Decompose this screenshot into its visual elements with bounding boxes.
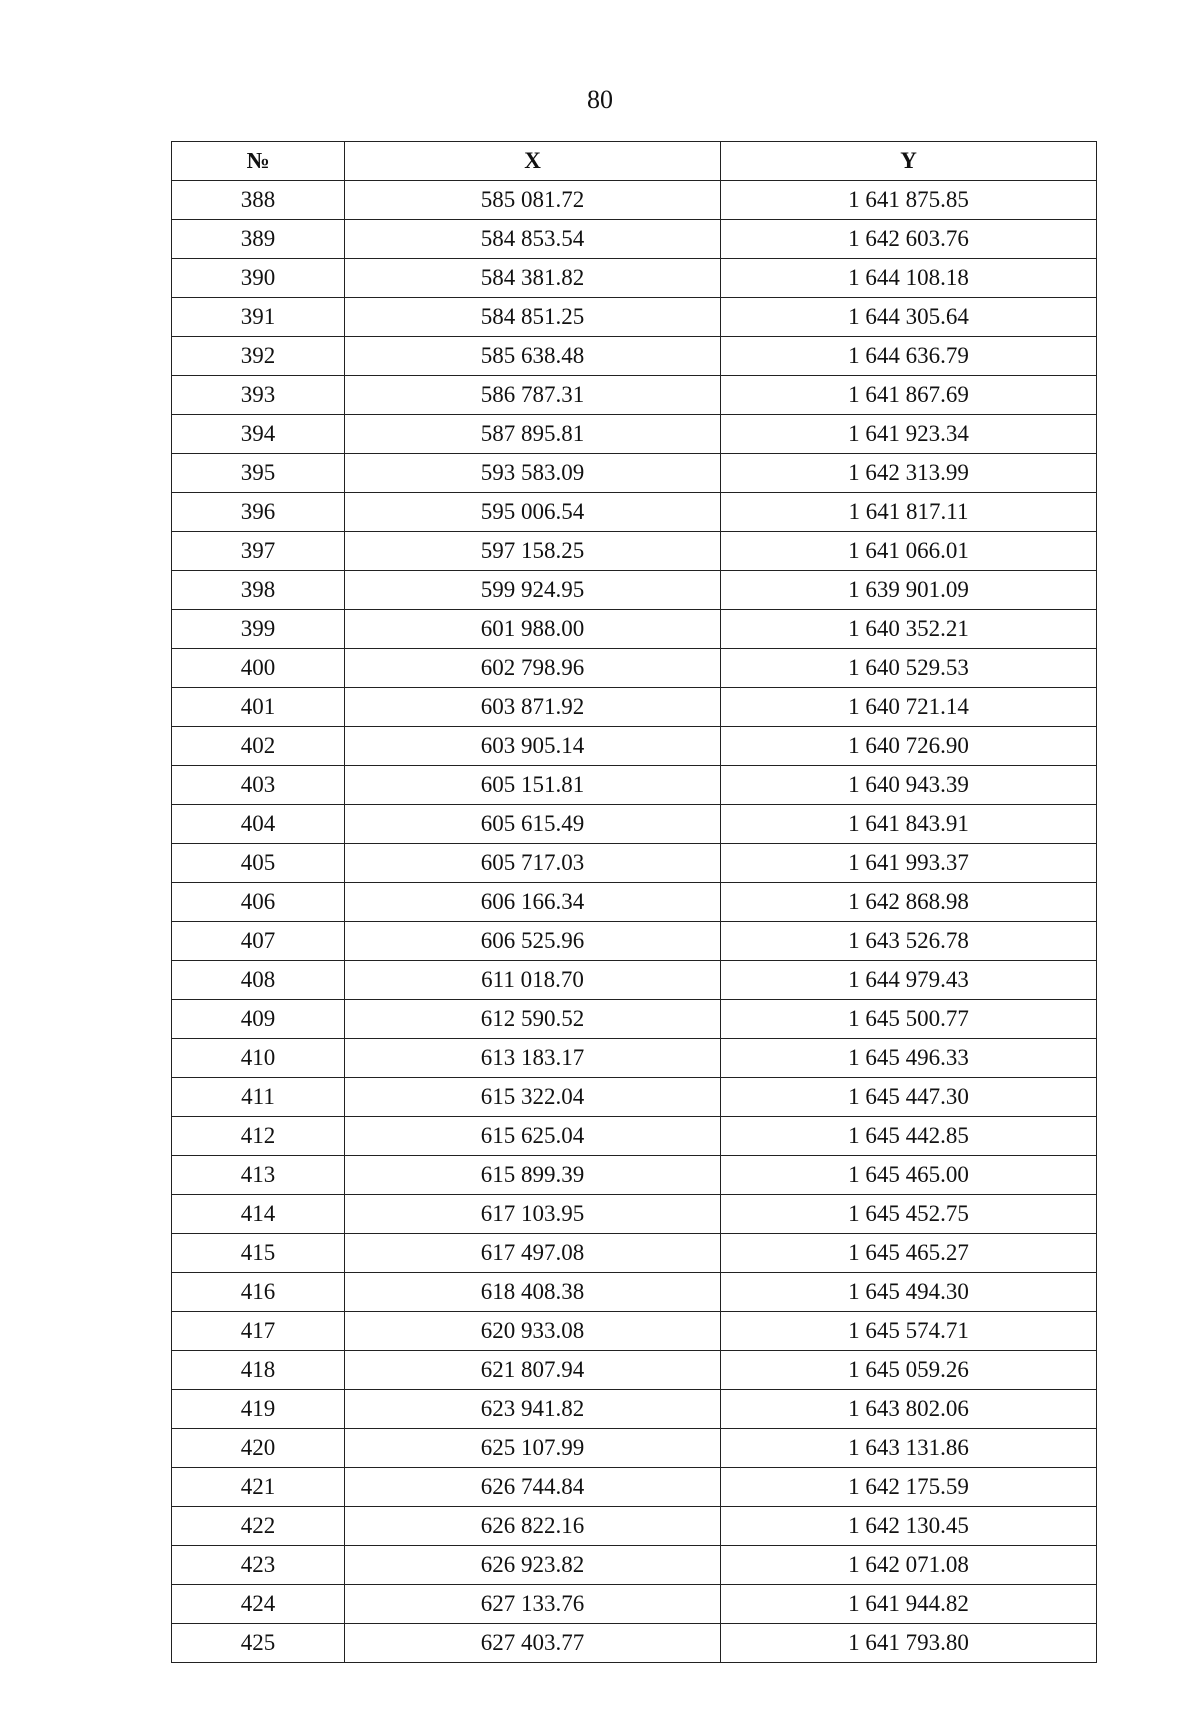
point-number-cell: 396 (172, 493, 345, 532)
x-coordinate-cell: 605 151.81 (345, 766, 721, 805)
point-number-cell: 410 (172, 1039, 345, 1078)
table-row (172, 1312, 1097, 1351)
x-coordinate-cell: 625 107.99 (345, 1429, 721, 1468)
table-row (172, 493, 1097, 532)
table-header-row (172, 142, 1097, 181)
table-row (172, 1156, 1097, 1195)
table-row (172, 571, 1097, 610)
x-coordinate-cell: 597 158.25 (345, 532, 721, 571)
table-row (172, 1078, 1097, 1117)
x-coordinate-cell: 587 895.81 (345, 415, 721, 454)
table-row (172, 220, 1097, 259)
page-number: 80 (587, 85, 613, 114)
point-number-cell: 392 (172, 337, 345, 376)
y-coordinate-cell: 1 642 130.45 (721, 1507, 1097, 1546)
x-coordinate-cell: 615 625.04 (345, 1117, 721, 1156)
point-number-cell: 407 (172, 922, 345, 961)
point-number-cell: 402 (172, 727, 345, 766)
point-number-cell: 408 (172, 961, 345, 1000)
column-header-y: Y (721, 142, 1097, 181)
x-coordinate-cell: 618 408.38 (345, 1273, 721, 1312)
x-coordinate-cell: 623 941.82 (345, 1390, 721, 1429)
table-row (172, 883, 1097, 922)
point-number-cell: 393 (172, 376, 345, 415)
y-coordinate-cell: 1 642 175.59 (721, 1468, 1097, 1507)
y-coordinate-cell: 1 643 526.78 (721, 922, 1097, 961)
x-coordinate-cell: 605 717.03 (345, 844, 721, 883)
point-number-cell: 400 (172, 649, 345, 688)
y-coordinate-cell: 1 645 452.75 (721, 1195, 1097, 1234)
point-number-cell: 397 (172, 532, 345, 571)
table-row (172, 688, 1097, 727)
y-coordinate-cell: 1 639 901.09 (721, 571, 1097, 610)
point-number-cell: 416 (172, 1273, 345, 1312)
x-coordinate-cell: 627 133.76 (345, 1585, 721, 1624)
x-coordinate-cell: 603 905.14 (345, 727, 721, 766)
table-row (172, 805, 1097, 844)
y-coordinate-cell: 1 640 529.53 (721, 649, 1097, 688)
y-coordinate-cell: 1 644 636.79 (721, 337, 1097, 376)
table-row (172, 727, 1097, 766)
table-row (172, 1468, 1097, 1507)
point-number-cell: 419 (172, 1390, 345, 1429)
y-coordinate-cell: 1 641 867.69 (721, 376, 1097, 415)
y-coordinate-cell: 1 645 574.71 (721, 1312, 1097, 1351)
y-coordinate-cell: 1 641 923.34 (721, 415, 1097, 454)
table-row (172, 298, 1097, 337)
table-row (172, 1234, 1097, 1273)
y-coordinate-cell: 1 642 313.99 (721, 454, 1097, 493)
point-number-cell: 389 (172, 220, 345, 259)
x-coordinate-cell: 621 807.94 (345, 1351, 721, 1390)
y-coordinate-cell: 1 643 802.06 (721, 1390, 1097, 1429)
point-number-cell: 403 (172, 766, 345, 805)
x-coordinate-cell: 593 583.09 (345, 454, 721, 493)
table-row (172, 1273, 1097, 1312)
y-coordinate-cell: 1 644 305.64 (721, 298, 1097, 337)
y-coordinate-cell: 1 642 071.08 (721, 1546, 1097, 1585)
x-coordinate-cell: 601 988.00 (345, 610, 721, 649)
point-number-cell: 395 (172, 454, 345, 493)
x-coordinate-cell: 605 615.49 (345, 805, 721, 844)
y-coordinate-cell: 1 645 447.30 (721, 1078, 1097, 1117)
column-header-number: № (172, 142, 345, 181)
x-coordinate-cell: 603 871.92 (345, 688, 721, 727)
point-number-cell: 411 (172, 1078, 345, 1117)
table-row (172, 376, 1097, 415)
point-number-cell: 398 (172, 571, 345, 610)
y-coordinate-cell: 1 642 868.98 (721, 883, 1097, 922)
table-row (172, 922, 1097, 961)
x-coordinate-cell: 586 787.31 (345, 376, 721, 415)
point-number-cell: 406 (172, 883, 345, 922)
x-coordinate-cell: 584 851.25 (345, 298, 721, 337)
y-coordinate-cell: 1 645 465.00 (721, 1156, 1097, 1195)
x-coordinate-cell: 613 183.17 (345, 1039, 721, 1078)
y-coordinate-cell: 1 640 726.90 (721, 727, 1097, 766)
point-number-cell: 409 (172, 1000, 345, 1039)
point-number-cell: 423 (172, 1546, 345, 1585)
y-coordinate-cell: 1 642 603.76 (721, 220, 1097, 259)
y-coordinate-cell: 1 641 793.80 (721, 1624, 1097, 1663)
table-row (172, 532, 1097, 571)
point-number-cell: 404 (172, 805, 345, 844)
x-coordinate-cell: 599 924.95 (345, 571, 721, 610)
y-coordinate-cell: 1 640 352.21 (721, 610, 1097, 649)
y-coordinate-cell: 1 645 496.33 (721, 1039, 1097, 1078)
y-coordinate-cell: 1 641 066.01 (721, 532, 1097, 571)
y-coordinate-cell: 1 641 817.11 (721, 493, 1097, 532)
column-header-x: X (345, 142, 721, 181)
x-coordinate-cell: 620 933.08 (345, 1312, 721, 1351)
table-row (172, 1624, 1097, 1663)
point-number-cell: 415 (172, 1234, 345, 1273)
table-row (172, 1195, 1097, 1234)
point-number-cell: 391 (172, 298, 345, 337)
point-number-cell: 420 (172, 1429, 345, 1468)
point-number-cell: 421 (172, 1468, 345, 1507)
x-coordinate-cell: 617 497.08 (345, 1234, 721, 1273)
x-coordinate-cell: 584 853.54 (345, 220, 721, 259)
x-coordinate-cell: 627 403.77 (345, 1624, 721, 1663)
y-coordinate-cell: 1 641 993.37 (721, 844, 1097, 883)
x-coordinate-cell: 584 381.82 (345, 259, 721, 298)
table-row (172, 961, 1097, 1000)
point-number-cell: 390 (172, 259, 345, 298)
point-number-cell: 413 (172, 1156, 345, 1195)
x-coordinate-cell: 602 798.96 (345, 649, 721, 688)
point-number-cell: 414 (172, 1195, 345, 1234)
table-row (172, 1585, 1097, 1624)
x-coordinate-cell: 585 081.72 (345, 181, 721, 220)
table-row (172, 766, 1097, 805)
table-row (172, 649, 1097, 688)
point-number-cell: 401 (172, 688, 345, 727)
point-number-cell: 388 (172, 181, 345, 220)
table-row (172, 1546, 1097, 1585)
table-row (172, 337, 1097, 376)
table-row (172, 259, 1097, 298)
x-coordinate-cell: 606 525.96 (345, 922, 721, 961)
table-row (172, 844, 1097, 883)
y-coordinate-cell: 1 645 059.26 (721, 1351, 1097, 1390)
point-number-cell: 405 (172, 844, 345, 883)
y-coordinate-cell: 1 643 131.86 (721, 1429, 1097, 1468)
y-coordinate-cell: 1 645 494.30 (721, 1273, 1097, 1312)
x-coordinate-cell: 626 923.82 (345, 1546, 721, 1585)
y-coordinate-cell: 1 641 843.91 (721, 805, 1097, 844)
y-coordinate-cell: 1 645 500.77 (721, 1000, 1097, 1039)
x-coordinate-cell: 617 103.95 (345, 1195, 721, 1234)
y-coordinate-cell: 1 644 979.43 (721, 961, 1097, 1000)
y-coordinate-cell: 1 641 875.85 (721, 181, 1097, 220)
x-coordinate-cell: 611 018.70 (345, 961, 721, 1000)
table-row (172, 1429, 1097, 1468)
x-coordinate-cell: 606 166.34 (345, 883, 721, 922)
point-number-cell: 422 (172, 1507, 345, 1546)
point-number-cell: 412 (172, 1117, 345, 1156)
coordinates-table (171, 141, 1097, 1663)
table-row (172, 1000, 1097, 1039)
x-coordinate-cell: 612 590.52 (345, 1000, 721, 1039)
table-row (172, 1507, 1097, 1546)
x-coordinate-cell: 585 638.48 (345, 337, 721, 376)
x-coordinate-cell: 595 006.54 (345, 493, 721, 532)
table-row (172, 610, 1097, 649)
table-row (172, 1390, 1097, 1429)
table-row (172, 1351, 1097, 1390)
x-coordinate-cell: 615 899.39 (345, 1156, 721, 1195)
table-body (172, 181, 1097, 1663)
y-coordinate-cell: 1 640 943.39 (721, 766, 1097, 805)
point-number-cell: 417 (172, 1312, 345, 1351)
y-coordinate-cell: 1 645 442.85 (721, 1117, 1097, 1156)
x-coordinate-cell: 615 322.04 (345, 1078, 721, 1117)
point-number-cell: 418 (172, 1351, 345, 1390)
x-coordinate-cell: 626 822.16 (345, 1507, 721, 1546)
x-coordinate-cell: 626 744.84 (345, 1468, 721, 1507)
y-coordinate-cell: 1 644 108.18 (721, 259, 1097, 298)
y-coordinate-cell: 1 645 465.27 (721, 1234, 1097, 1273)
table-row (172, 1039, 1097, 1078)
y-coordinate-cell: 1 641 944.82 (721, 1585, 1097, 1624)
point-number-cell: 394 (172, 415, 345, 454)
point-number-cell: 399 (172, 610, 345, 649)
table-row (172, 181, 1097, 220)
y-coordinate-cell: 1 640 721.14 (721, 688, 1097, 727)
table-row (172, 1117, 1097, 1156)
table-row (172, 415, 1097, 454)
point-number-cell: 424 (172, 1585, 345, 1624)
table-row (172, 454, 1097, 493)
point-number-cell: 425 (172, 1624, 345, 1663)
